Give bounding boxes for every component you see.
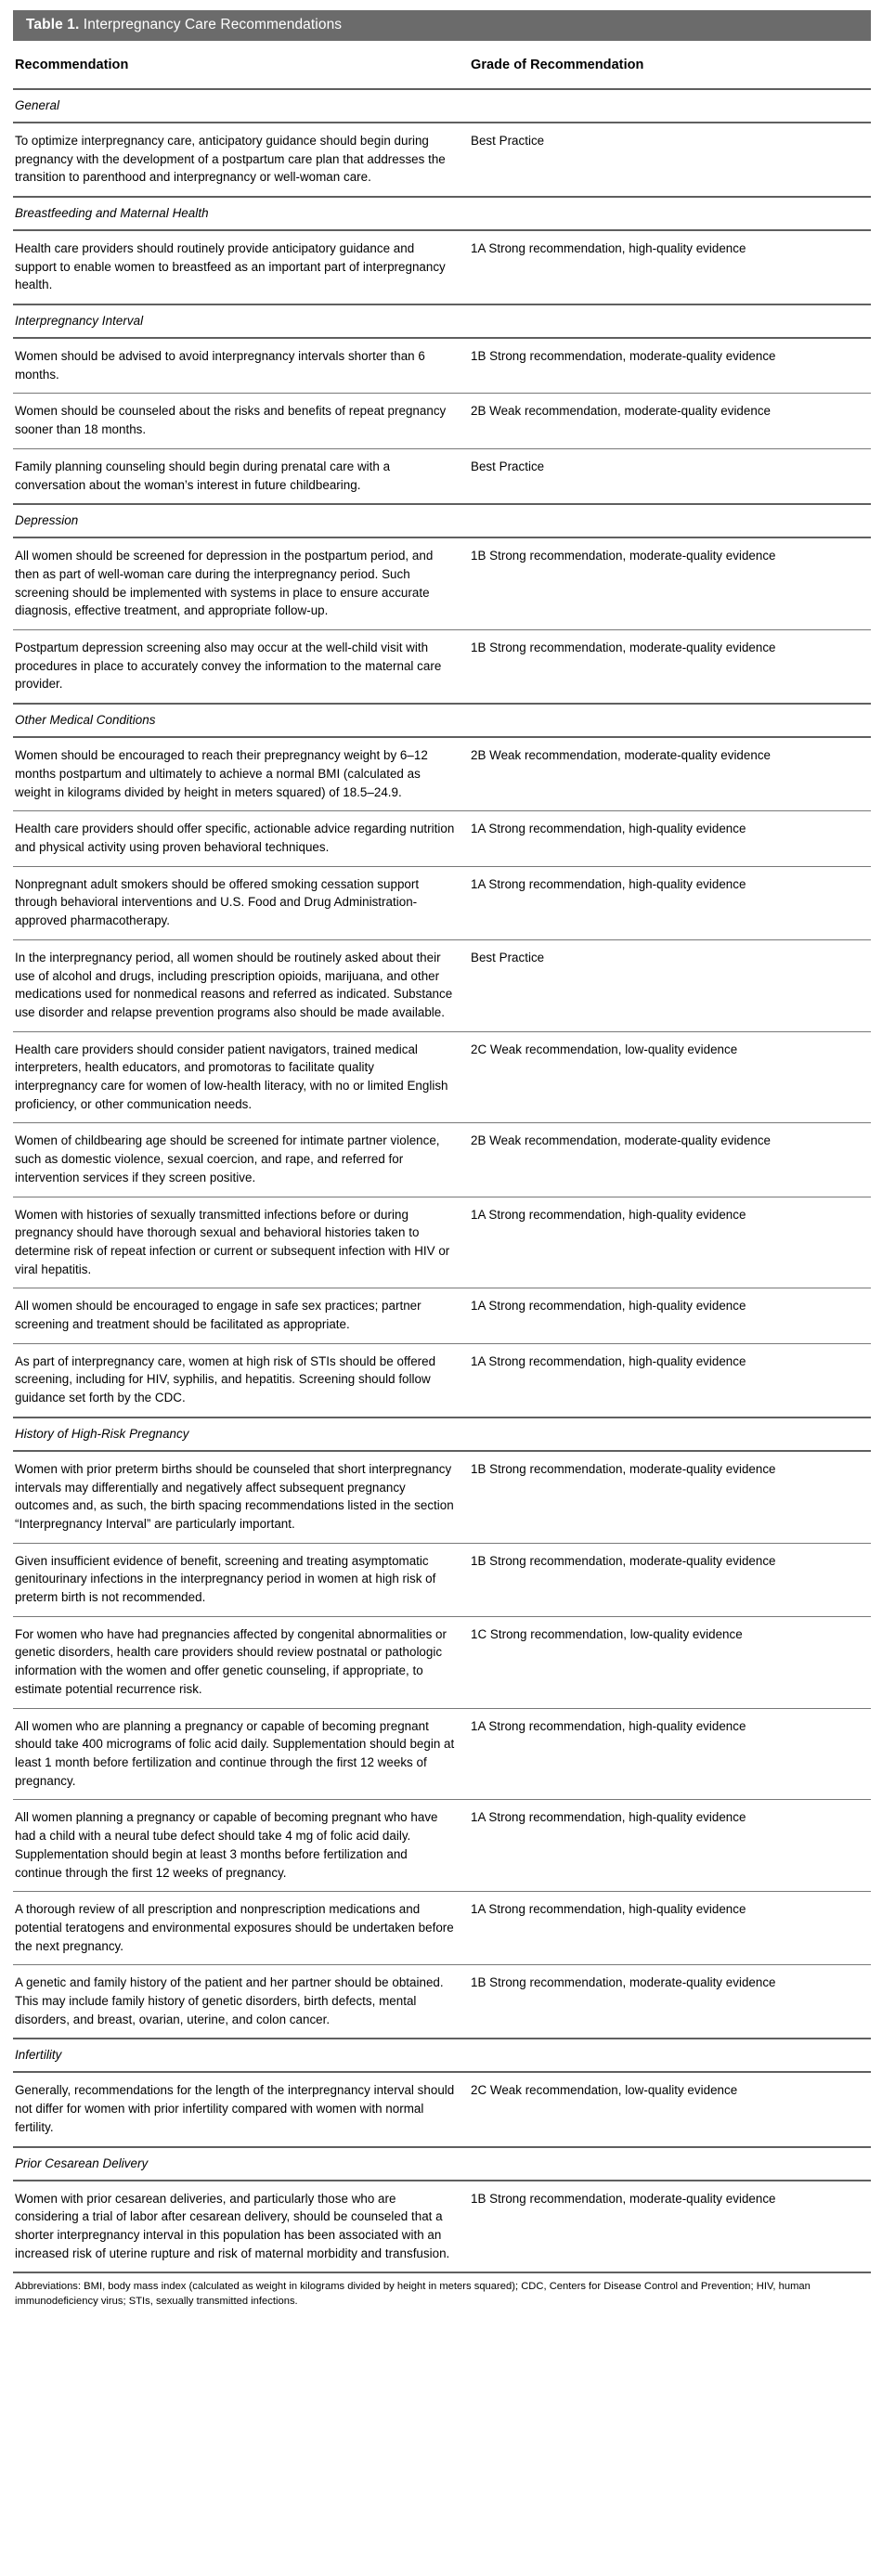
table-row bbox=[13, 2072, 871, 2146]
recommendations-table bbox=[13, 41, 871, 2274]
table-row bbox=[13, 866, 871, 939]
section-heading-row bbox=[13, 2147, 871, 2181]
section-heading-row bbox=[13, 2039, 871, 2072]
recommendation-cell: Generally, recommendations for the length of the interpregnancy interval should not differ for women with prior infertility compared with women with normal fertility. bbox=[13, 2072, 470, 2146]
table-row bbox=[13, 123, 871, 197]
grade-cell: Best Practice bbox=[470, 123, 871, 197]
grade-cell: 1B Strong recommendation, moderate-quality evidence bbox=[470, 2181, 871, 2273]
section-heading-label: Depression bbox=[13, 504, 871, 537]
table-row bbox=[13, 1123, 871, 1197]
table-row bbox=[13, 1197, 871, 1288]
section-heading-label: Infertility bbox=[13, 2039, 871, 2072]
grade-cell: 1A Strong recommendation, high-quality evidence bbox=[470, 1708, 871, 1800]
table-row bbox=[13, 448, 871, 504]
recommendation-cell: All women should be encouraged to engage in safe sex practices; partner screening and treatment should be facilitated as appropriate. bbox=[13, 1288, 470, 1343]
recommendation-cell: Women with histories of sexually transmitted infections before or during pregnancy should have thorough sexual and behavioral histories taken to determine risk of repeat infection or current or subsequent infection with HIV or viral hepatitis. bbox=[13, 1197, 470, 1288]
grade-cell: 1B Strong recommendation, moderate-quality evidence bbox=[470, 1543, 871, 1616]
table-row bbox=[13, 1708, 871, 1800]
grade-cell: 1C Strong recommendation, low-quality evidence bbox=[470, 1616, 871, 1708]
table-caption-label: Table 1. bbox=[26, 17, 80, 32]
table-row bbox=[13, 1616, 871, 1708]
table-row bbox=[13, 1343, 871, 1417]
recommendation-cell: Women with prior preterm births should be counseled that short interpregnancy intervals may differentially and negatively affect subsequent pregnancy outcomes and, as such, the birth spacing recommendations listed in the section “Interpregnancy Interval” are particularly important. bbox=[13, 1451, 470, 1543]
recommendation-cell: Women should be encouraged to reach their prepregnancy weight by 6–12 months postpartum and ultimately to achieve a normal BMI (calculated as weight in kilograms divided by height in meters squared) of 18.5–24.9. bbox=[13, 737, 470, 811]
section-heading-row bbox=[13, 504, 871, 537]
recommendation-cell: To optimize interpregnancy care, anticipatory guidance should begin during pregnancy with the development of a postpartum care plan that addresses the transition to parenthood and interpregnancy or well-woman care. bbox=[13, 123, 470, 197]
table-row bbox=[13, 939, 871, 1031]
grade-cell: 1A Strong recommendation, high-quality evidence bbox=[470, 866, 871, 939]
grade-cell: 1B Strong recommendation, moderate-quality evidence bbox=[470, 537, 871, 629]
recommendation-cell: A thorough review of all prescription and nonprescription medications and potential teratogens and environmental exposures should be undertaken before the next pregnancy. bbox=[13, 1892, 470, 1965]
recommendation-cell: Health care providers should consider patient navigators, trained medical interpreters, health educators, and promotoras to facilitate quality interpregnancy care for women of low-health literacy, with no or limited English proficiency, or other communication needs. bbox=[13, 1031, 470, 1123]
recommendation-cell: In the interpregnancy period, all women should be routinely asked about their use of alcohol and drugs, including prescription opioids, marijuana, and other medications used for nonmedical reasons and referred as indicated. Substance use disorder and relapse prevention programs also should be made available. bbox=[13, 939, 470, 1031]
section-heading-label: Interpregnancy Interval bbox=[13, 304, 871, 338]
grade-cell: 2C Weak recommendation, low-quality evidence bbox=[470, 2072, 871, 2146]
grade-cell: 1A Strong recommendation, high-quality evidence bbox=[470, 1892, 871, 1965]
table-caption bbox=[13, 10, 871, 41]
grade-cell: 1A Strong recommendation, high-quality evidence bbox=[470, 230, 871, 304]
table-header-row bbox=[13, 41, 871, 89]
table-header bbox=[13, 41, 871, 89]
grade-cell: 1B Strong recommendation, moderate-quality evidence bbox=[470, 338, 871, 394]
section-heading-label: Prior Cesarean Delivery bbox=[13, 2147, 871, 2181]
recommendation-cell: For women who have had pregnancies affected by congenital abnormalities or genetic disorders, health care providers should review postnatal or pathologic information with the women and offer genetic counseling, if appropriate, to estimate potential recurrence risk. bbox=[13, 1616, 470, 1708]
section-heading-row bbox=[13, 1417, 871, 1451]
recommendation-cell: Family planning counseling should begin during prenatal care with a conversation about the woman’s interest in future childbearing. bbox=[13, 448, 470, 504]
grade-cell: 1A Strong recommendation, high-quality evidence bbox=[470, 1800, 871, 1892]
section-heading-row bbox=[13, 304, 871, 338]
section-heading-row bbox=[13, 89, 871, 123]
recommendation-cell: Women should be counseled about the risks and benefits of repeat pregnancy sooner than 18 months. bbox=[13, 394, 470, 448]
recommendation-cell: Postpartum depression screening also may occur at the well-child visit with procedures in place to accurately convey the information to the maternal care provider. bbox=[13, 630, 470, 705]
grade-cell: 2B Weak recommendation, moderate-quality evidence bbox=[470, 394, 871, 448]
recommendation-cell: Women of childbearing age should be screened for intimate partner violence, such as domestic violence, sexual coercion, and rape, and referred for intervention services if they screen positive. bbox=[13, 1123, 470, 1197]
table-row bbox=[13, 394, 871, 448]
table-row bbox=[13, 1543, 871, 1616]
grade-cell: Best Practice bbox=[470, 939, 871, 1031]
table-body bbox=[13, 89, 871, 2273]
recommendation-cell: Nonpregnant adult smokers should be offered smoking cessation support through behavioral interventions and U.S. Food and Drug Administration-approved pharmacotherapy. bbox=[13, 866, 470, 939]
grade-cell: 2C Weak recommendation, low-quality evidence bbox=[470, 1031, 871, 1123]
table-row bbox=[13, 1288, 871, 1343]
section-heading-label: General bbox=[13, 89, 871, 123]
abbreviations-footnote: Abbreviations: BMI, body mass index (calculated as weight in kilograms divided by height in meters squared); CDC, Centers for Disease Control and Prevention; HIV, human immunodeficiency virus; STIs, sexually transmitted infections. bbox=[15, 2281, 811, 2308]
recommendation-cell: Women with prior cesarean deliveries, and particularly those who are considering a trial of labor after cesarean delivery, should be counseled that a shorter interpregnancy interval in this population has been associated with an increased risk of uterine rupture and risk of maternal morbidity and transfusion. bbox=[13, 2181, 470, 2273]
grade-cell: 1A Strong recommendation, high-quality evidence bbox=[470, 811, 871, 866]
table-row bbox=[13, 338, 871, 394]
grade-cell: 2B Weak recommendation, moderate-quality evidence bbox=[470, 737, 871, 811]
grade-cell: 1A Strong recommendation, high-quality evidence bbox=[470, 1288, 871, 1343]
table-row bbox=[13, 2181, 871, 2273]
table-row bbox=[13, 737, 871, 811]
section-heading-label: History of High-Risk Pregnancy bbox=[13, 1417, 871, 1451]
recommendation-cell: All women who are planning a pregnancy or capable of becoming pregnant should take 400 micrograms of folic acid daily. Supplementation should begin at least 1 month before fertilization and continue through the first 12 weeks of pregnancy. bbox=[13, 1708, 470, 1800]
grade-cell: 2B Weak recommendation, moderate-quality evidence bbox=[470, 1123, 871, 1197]
recommendation-cell: All women planning a pregnancy or capable of becoming pregnant who have had a child with a neural tube defect should take 4 mg of folic acid daily. Supplementation should begin at least 3 months before fertilization and continue through the first 12 weeks of pregnancy. bbox=[13, 1800, 470, 1892]
grade-cell: 1B Strong recommendation, moderate-quality evidence bbox=[470, 1451, 871, 1543]
table-row bbox=[13, 1031, 871, 1123]
grade-cell: 1A Strong recommendation, high-quality evidence bbox=[470, 1197, 871, 1288]
column-header-recommendation: Recommendation bbox=[13, 41, 470, 89]
recommendation-cell: All women should be screened for depression in the postpartum period, and then as part of well-woman care during the interpregnancy period. Such screening should be implemented with systems in place to ensure accurate diagnosis, effective treatment, and appropriate follow-up. bbox=[13, 537, 470, 629]
section-heading-row bbox=[13, 197, 871, 230]
table-row bbox=[13, 537, 871, 629]
table-row bbox=[13, 811, 871, 866]
grade-cell: Best Practice bbox=[470, 448, 871, 504]
table-caption-text: Interpregnancy Care Recommendations bbox=[83, 17, 343, 32]
table-row bbox=[13, 1892, 871, 1965]
recommendation-cell: Health care providers should offer specific, actionable advice regarding nutrition and physical activity using proven behavioral techniques. bbox=[13, 811, 470, 866]
recommendation-cell: Health care providers should routinely provide anticipatory guidance and support to enable women to breastfeed as an important part of interpregnancy health. bbox=[13, 230, 470, 304]
grade-cell: 1B Strong recommendation, moderate-quality evidence bbox=[470, 630, 871, 705]
table-row bbox=[13, 1965, 871, 2039]
table-row bbox=[13, 1451, 871, 1543]
section-heading-label: Breastfeeding and Maternal Health bbox=[13, 197, 871, 230]
recommendation-cell: Given insufficient evidence of benefit, screening and treating asymptomatic genitourinary infections in the interpregnancy period in women at high risk of preterm birth is not recommended. bbox=[13, 1543, 470, 1616]
grade-cell: 1A Strong recommendation, high-quality evidence bbox=[470, 1343, 871, 1417]
table-row bbox=[13, 230, 871, 304]
table-row bbox=[13, 630, 871, 705]
table-row bbox=[13, 1800, 871, 1892]
section-heading-label: Other Medical Conditions bbox=[13, 704, 871, 737]
recommendation-cell: As part of interpregnancy care, women at high risk of STIs should be offered screening, including for HIV, syphilis, and hepatitis. Screening should follow guidance set forth by the CDC. bbox=[13, 1343, 470, 1417]
section-heading-row bbox=[13, 704, 871, 737]
column-header-grade: Grade of Recommendation bbox=[470, 41, 871, 89]
recommendation-cell: A genetic and family history of the patient and her partner should be obtained. This may include family history of genetic disorders, birth defects, mental disorders, and breast, ovarian, uterine, and colon cancer. bbox=[13, 1965, 470, 2039]
recommendation-cell: Women should be advised to avoid interpregnancy intervals shorter than 6 months. bbox=[13, 338, 470, 394]
grade-cell: 1B Strong recommendation, moderate-quality evidence bbox=[470, 1965, 871, 2039]
